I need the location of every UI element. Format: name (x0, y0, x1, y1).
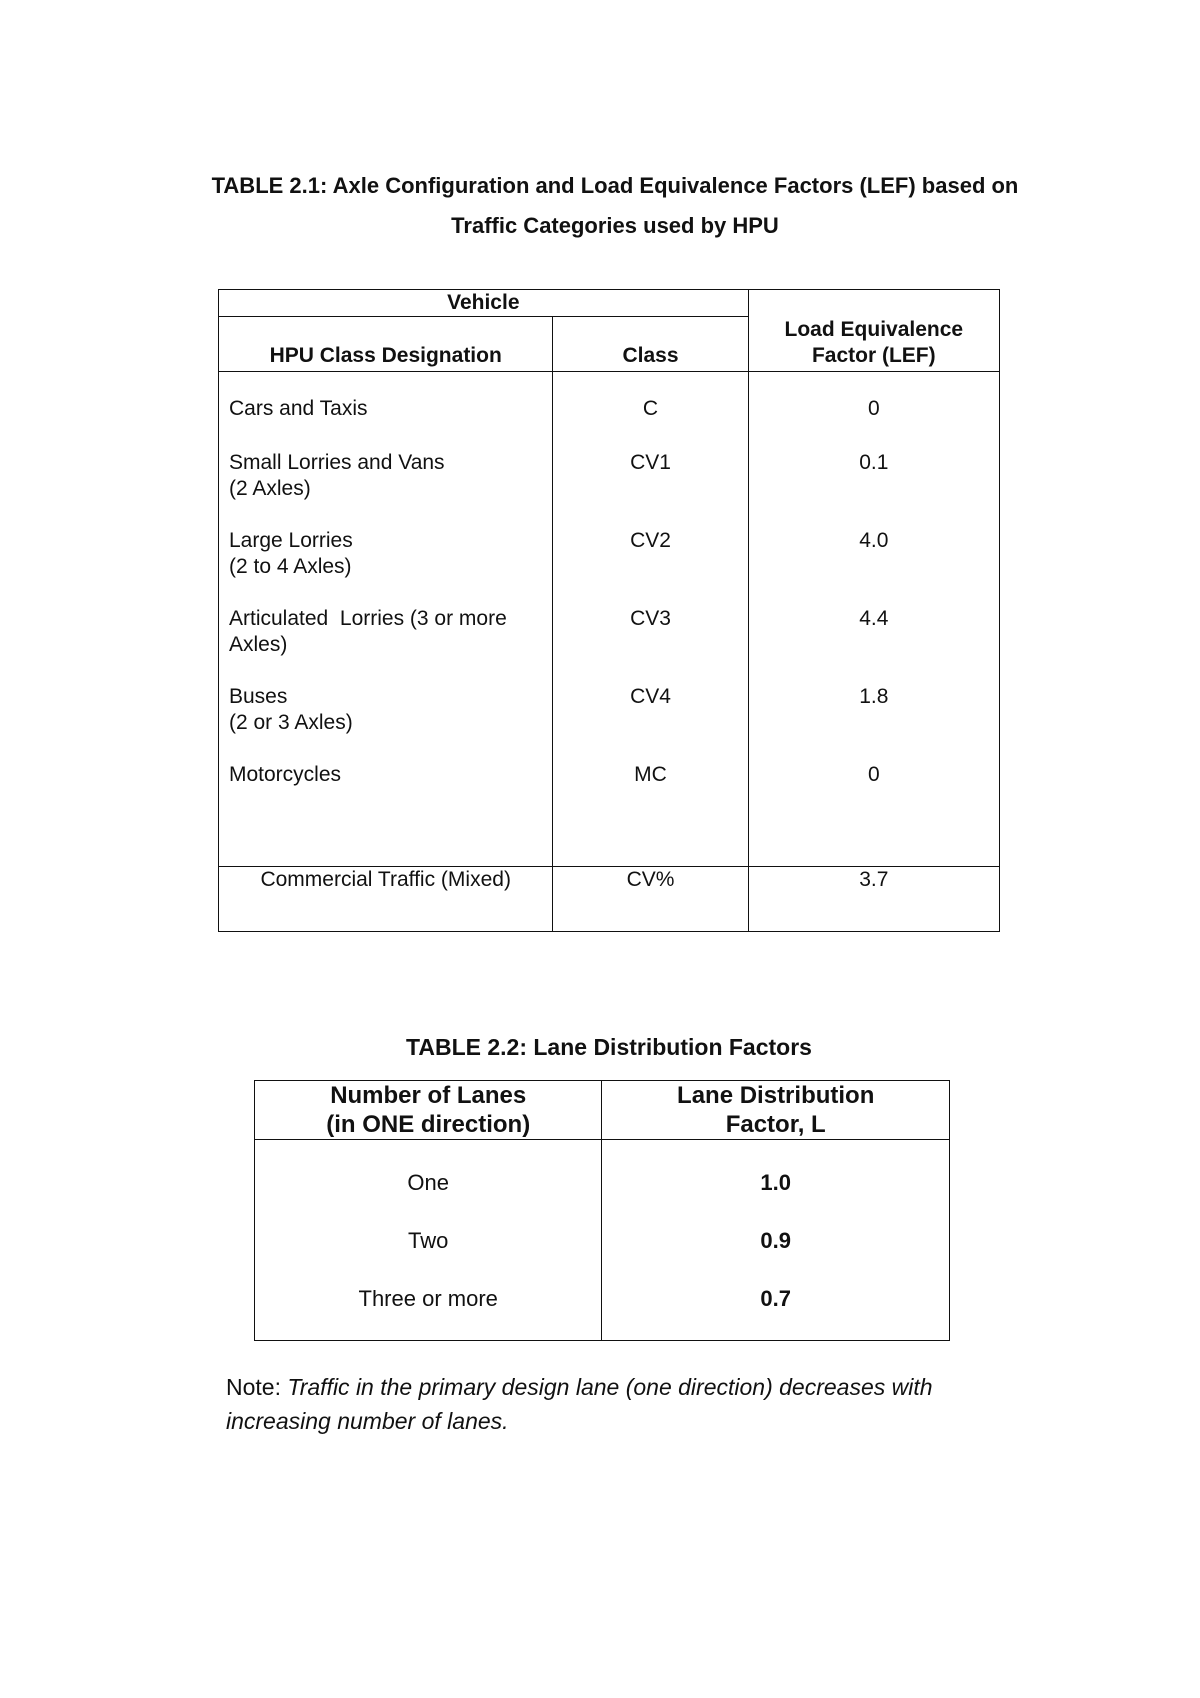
class-cell: CV2 (553, 528, 748, 606)
class-cell: CV1 (553, 450, 748, 528)
factor-header-line-2: Factor, L (725, 1111, 826, 1138)
class-cell: C (553, 372, 748, 451)
factor-cell: 0.7 (760, 1286, 791, 1311)
note-label: Note: (226, 1374, 288, 1400)
lanes-header (255, 1081, 602, 1140)
designation-cell (219, 762, 553, 867)
factor-cell: 1.0 (760, 1170, 791, 1195)
designation-cell (219, 606, 553, 684)
designation-cell (219, 372, 553, 451)
table-2-1-title (150, 166, 1080, 246)
factor-header-line-1: Lane Distribution (677, 1082, 875, 1109)
designation-cell (219, 684, 553, 762)
designation-line-2: (2 Axles) (229, 477, 311, 500)
vehicle-header: Vehicle (219, 290, 749, 317)
designation-line-1: Cars and Taxis (229, 397, 368, 420)
designation-cell (219, 450, 553, 528)
lanes-column (255, 1140, 602, 1341)
designation-line-2: Axles) (229, 633, 288, 656)
mixed-traffic-row (219, 867, 1000, 932)
class-cell: CV3 (553, 606, 748, 684)
note-text: Traffic in the primary design lane (one direction) decreases with increasing number of lanes. (226, 1374, 933, 1434)
designation-cell (219, 528, 553, 606)
table-row (219, 606, 1000, 684)
table-row (219, 450, 1000, 528)
table-row (219, 684, 1000, 762)
table-2-2-title: TABLE 2.2: Lane Distribution Factors (406, 1034, 812, 1060)
lanes-header-line-2: (in ONE direction) (326, 1111, 531, 1138)
lanes-cell: Three or more (358, 1286, 498, 1311)
designation-line-2: (2 to 4 Axles) (229, 555, 352, 578)
designation-line-1: Motorcycles (229, 763, 342, 786)
hpu-class-header: HPU Class Designation (219, 317, 553, 372)
table-2-2 (254, 1080, 950, 1341)
lef-header (748, 290, 999, 372)
mixed-lef-cell: 3.7 (748, 867, 999, 932)
lef-cell: 1.8 (748, 684, 999, 762)
note (226, 1370, 1026, 1438)
lanes-cell: Two (408, 1228, 449, 1253)
class-cell: MC (553, 762, 748, 867)
table-2-1-title-line-2: Traffic Categories used by HPU (451, 213, 779, 238)
lef-cell: 0 (748, 762, 999, 867)
lef-cell: 0.1 (748, 450, 999, 528)
lef-cell: 4.4 (748, 606, 999, 684)
factor-cell: 0.9 (760, 1228, 791, 1253)
class-cell: CV4 (553, 684, 748, 762)
designation-line-1: Buses (229, 685, 288, 708)
lef-header-line-2: Factor (LEF) (811, 344, 936, 367)
factor-header (602, 1081, 950, 1140)
factor-column (602, 1140, 950, 1341)
table-2-1-title-line-1: TABLE 2.1: Axle Configuration and Load Equivalence Factors (LEF) based on (211, 173, 1019, 198)
lef-header-line-1: Load Equivalence (784, 318, 964, 341)
mixed-designation-cell: Commercial Traffic (Mixed) (219, 867, 553, 932)
class-header: Class (553, 317, 748, 372)
lanes-cell: One (407, 1170, 449, 1195)
lef-cell: 4.0 (748, 528, 999, 606)
designation-line-1: Large Lorries (229, 529, 353, 552)
designation-line-1: Articulated Lorries (3 or more (229, 607, 507, 630)
lef-cell: 0 (748, 372, 999, 451)
table-2-1 (218, 289, 1000, 932)
designation-line-2: (2 or 3 Axles) (229, 711, 353, 734)
lanes-header-line-1: Number of Lanes (330, 1082, 527, 1109)
table-row (219, 762, 1000, 867)
table-row (219, 372, 1000, 451)
designation-line-1: Small Lorries and Vans (229, 451, 445, 474)
mixed-class-cell: CV% (553, 867, 748, 932)
table-row (219, 528, 1000, 606)
